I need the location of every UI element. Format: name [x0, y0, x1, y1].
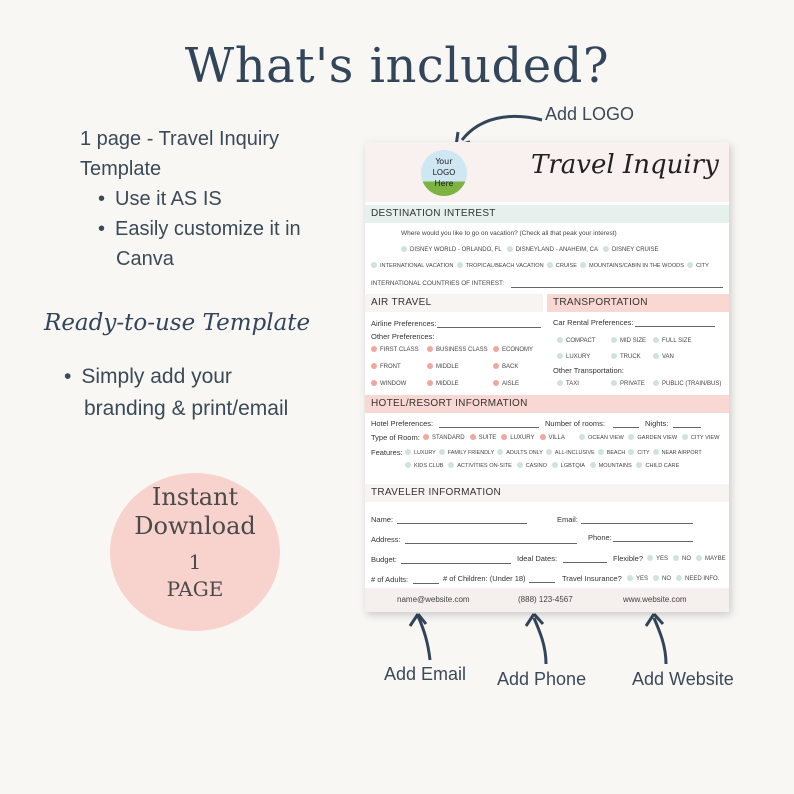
dest-row-2: INTERNATIONAL VACATION TROPICAL/BEACH VACATION CRUISE MOUNTAINS/CABIN IN THE WOODS CITY [371, 262, 709, 269]
section-air-travel: AIR TRAVEL [365, 294, 543, 312]
phone-line [613, 541, 693, 542]
features-label: Features: [371, 448, 403, 457]
address-label: Address: [371, 535, 401, 544]
arrow-email-icon [402, 612, 442, 664]
bullet-add-branding-cont: branding & print/email [84, 397, 289, 420]
section-traveler: TRAVELER INFORMATION [365, 484, 729, 502]
bullet-use-as-is: • Use it AS IS [98, 184, 222, 214]
car-rental-line [635, 326, 715, 327]
logo-placeholder [421, 150, 467, 196]
travel-inquiry-document [365, 142, 729, 612]
air-row-1: FIRST CLASS [371, 346, 419, 353]
address-line [405, 543, 577, 544]
car-row-1b: MID SIZE [611, 337, 646, 344]
air-row-2b: MIDDLE [427, 363, 459, 370]
callout-add-email: Add Email [384, 664, 467, 684]
name-line [397, 523, 527, 524]
budget-line [401, 563, 511, 564]
features-row-1: LUXURY FAMILY FRIENDLY ADULTS ONLY ALL-INCLUSIVE BEACH CITY NEAR AIRPORT [405, 449, 702, 456]
hotel-pref-label: Hotel Preferences: [371, 419, 434, 428]
air-row-2: FRONT [371, 363, 401, 370]
email-label: Email: [557, 515, 578, 524]
left-line-2: Template [80, 158, 162, 180]
callout-add-phone: Add Phone [497, 669, 587, 689]
ideal-dates-line [563, 562, 607, 563]
flexible-options: YES NO MAYBE [647, 555, 726, 562]
room-types-pink: STANDARD SUITE LUXURY VILLA [423, 434, 565, 441]
arrow-website-icon [642, 612, 682, 666]
nights-line [673, 427, 701, 428]
rooms-label: Number of rooms: [545, 419, 606, 428]
airline-pref-line [437, 327, 541, 328]
document-footer [365, 588, 729, 612]
adults-line [413, 583, 439, 584]
insurance-label: Travel Insurance? [562, 574, 622, 583]
intl-countries-label: INTERNATIONAL COUNTRIES OF INTEREST: [371, 280, 504, 287]
car-row-2c: VAN [653, 353, 674, 360]
ready-to-use-script: Ready-to-use Template [44, 310, 311, 336]
room-types-green: OCEAN VIEW GARDEN VIEW CITY VIEW [579, 434, 719, 441]
transport-private: PRIVATE [611, 380, 645, 387]
other-pref-label: Other Preferences: [371, 332, 435, 341]
section-transportation: TRANSPORTATION [547, 294, 729, 312]
children-label: # of Children: (Under 18) [443, 574, 526, 583]
car-row-2b: TRUCK [611, 353, 641, 360]
airline-pref-label: Airline Preferences: [371, 319, 437, 328]
bullet-add-branding: • Simply add your [64, 362, 232, 392]
car-row-1c: FULL SIZE [653, 337, 691, 344]
dest-row-1: DISNEY WORLD - ORLANDO, FL DISNEYLAND - ANAHEIM, CA DISNEY CRUISE [401, 246, 659, 253]
badge-line-3: 1 [188, 550, 202, 574]
badge-line-2: Download [134, 512, 256, 540]
intl-countries-line [511, 287, 723, 288]
air-row-3: WINDOW [371, 380, 406, 387]
air-row-1b: BUSINESS CLASS [427, 346, 488, 353]
phone-label: Phone: [588, 533, 612, 542]
headline: What's included? [184, 38, 610, 94]
features-row-2: KIDS CLUB ACTIVITIES ON-SITE CASINO LGBTQIA MOUNTAINS CHILD CARE [405, 462, 679, 469]
budget-label: Budget: [371, 555, 397, 564]
other-transport-label: Other Transportation: [553, 366, 624, 375]
section-destination: DESTINATION INTEREST [365, 205, 729, 223]
children-line [529, 582, 555, 583]
badge-line-1: Instant [151, 483, 239, 511]
car-row-1a: COMPACT [557, 337, 596, 344]
rooms-line [613, 427, 639, 428]
transport-public: PUBLIC (TRAIN/BUS) [653, 380, 721, 387]
logo-line-1: Your [435, 157, 453, 166]
adults-label: # of Adults: [371, 575, 409, 584]
ideal-dates-label: Ideal Dates: [517, 554, 558, 563]
bullet-customize: • Easily customize it in [98, 214, 301, 244]
air-row-3c: AISLE [493, 380, 519, 387]
room-type-label: Type of Room: [371, 433, 420, 442]
insurance-options: YES NO NEED INFO. [627, 575, 719, 582]
car-row-2a: LUXURY [557, 353, 590, 360]
transport-taxi: TAXI [557, 380, 579, 387]
document-title: Travel Inquiry [531, 150, 719, 180]
callout-add-logo: Add LOGO [545, 104, 635, 124]
footer-email: name@website.com [397, 595, 470, 604]
section-hotel: HOTEL/RESORT INFORMATION [365, 395, 729, 413]
bullet-customize-cont: Canva [116, 248, 174, 270]
email-line [581, 523, 693, 524]
air-row-1c: ECONOMY [493, 346, 533, 353]
logo-line-3: Here [434, 179, 454, 188]
logo-line-2: LOGO [432, 168, 456, 177]
arrow-phone-icon [522, 612, 562, 666]
footer-website: www.website.com [623, 595, 687, 604]
left-line-1: 1 page - Travel Inquiry [80, 128, 279, 150]
badge-line-4: PAGE [166, 577, 224, 601]
air-row-2c: BACK [493, 363, 518, 370]
flexible-label: Flexible? [613, 554, 644, 563]
nights-label: Nights: [645, 419, 669, 428]
hotel-pref-line [439, 427, 539, 428]
name-label: Name: [371, 515, 394, 524]
car-rental-label: Car Rental Preferences: [553, 318, 634, 327]
instant-download-badge [110, 473, 280, 631]
footer-phone: (888) 123-4567 [518, 595, 573, 604]
air-row-3b: MIDDLE [427, 380, 459, 387]
callout-add-website: Add Website [632, 669, 734, 689]
destination-question: Where would you like to go on vacation? (Check all that peak your interest) [401, 230, 617, 237]
